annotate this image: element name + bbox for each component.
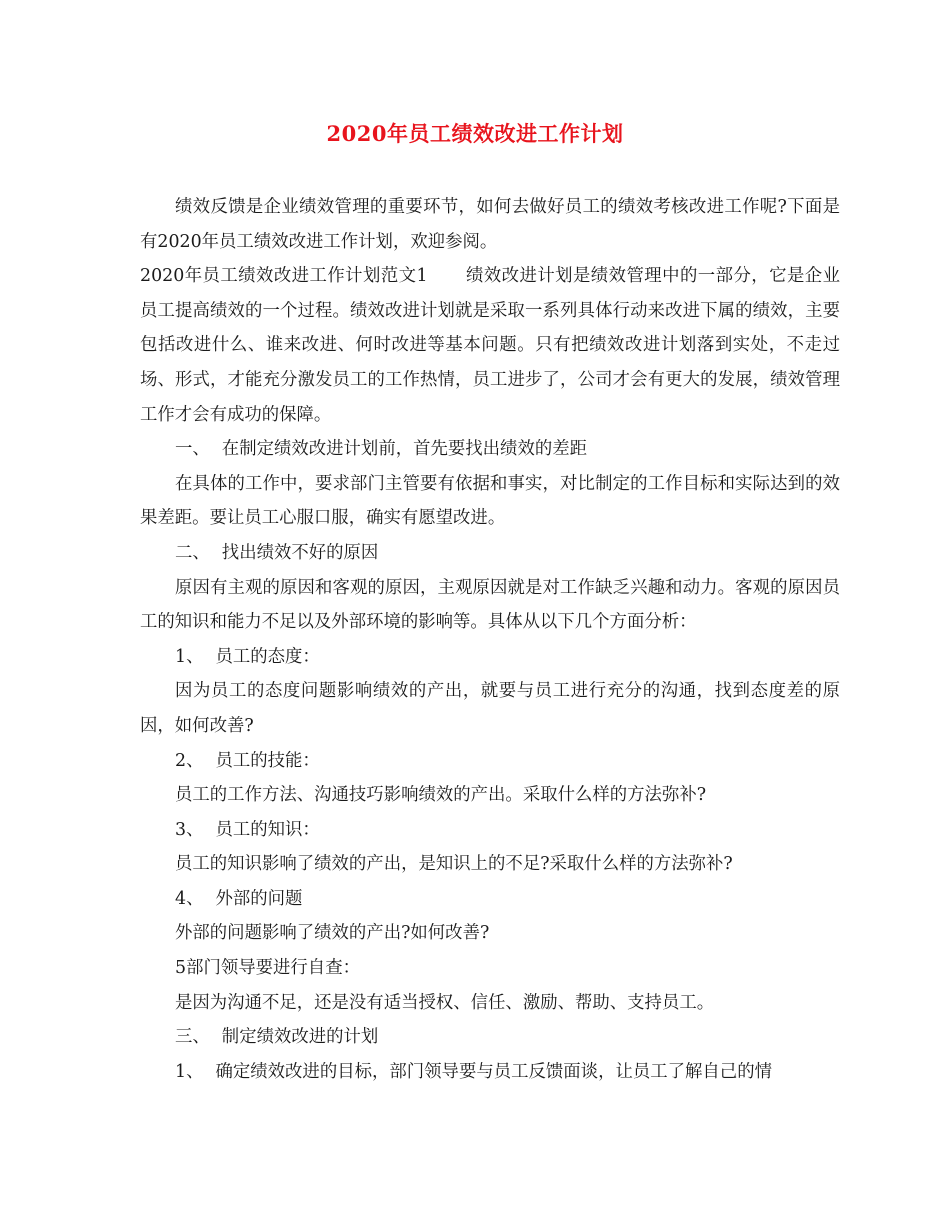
sample-heading: 2020年员工绩效改进工作计划范文1 bbox=[140, 266, 428, 287]
item-title: 外部的问题 bbox=[215, 888, 303, 909]
item-title: 员工的知识： bbox=[215, 819, 320, 840]
step-1-line bbox=[140, 1055, 840, 1090]
item-1-body: 因为员工的态度问题影响绩效的产出，就要与员工进行充分的沟通，找到态度差的原因，如何改善? bbox=[140, 681, 840, 736]
item-number: 2、 bbox=[175, 750, 204, 771]
item-title: 员工的态度： bbox=[215, 646, 320, 667]
section-heading-3 bbox=[140, 1020, 840, 1055]
item-heading-3 bbox=[140, 813, 840, 848]
section-number: 三、 bbox=[175, 1027, 210, 1048]
item-title: 员工的技能： bbox=[215, 750, 320, 771]
section-title: 制定绩效改进的计划 bbox=[221, 1027, 379, 1048]
document-body bbox=[140, 190, 840, 1089]
section-2-body: 原因有主观的原因和客观的原因，主观原因就是对工作缺乏兴趣和动力。客观的原因员工的知识和能力不足以及外部环境的影响等。具体从以下几个方面分析： bbox=[140, 577, 840, 633]
item-number: 4、 bbox=[175, 888, 204, 909]
document-title: 2020年员工绩效改进工作计划 bbox=[326, 121, 624, 146]
section-title: 找出绩效不好的原因 bbox=[221, 542, 379, 563]
item-4-body: 外部的问题影响了绩效的产出?如何改善? bbox=[175, 923, 490, 944]
item-3-body: 员工的知识影响了绩效的产出，是知识上的不足?采取什么样的方法弥补? bbox=[175, 854, 733, 875]
item-heading-2 bbox=[140, 744, 840, 779]
section-1-body: 在具体的工作中，要求部门主管要有依据和事实，对比制定的工作目标和实际达到的效果差距。要让员工心服口服，确实有愿望改进。 bbox=[140, 473, 840, 529]
section-number: 一、 bbox=[175, 439, 210, 460]
step-text: 确定绩效改进的目标，部门领导要与员工反馈面谈，让员工了解自己的情 bbox=[215, 1061, 772, 1082]
sample-paragraph bbox=[140, 259, 840, 432]
intro-paragraph: 绩效反馈是企业绩效管理的重要环节，如何去做好员工的绩效考核改进工作呢?下面是有2020年员工绩效改进工作计划，欢迎参阅。 bbox=[140, 197, 840, 252]
section-number: 二、 bbox=[175, 542, 210, 563]
item-5-body: 是因为沟通不足，还是没有适当授权、信任、激励、帮助、支持员工。 bbox=[175, 992, 715, 1013]
step-number: 1、 bbox=[175, 1061, 204, 1082]
item-heading-5: 5部门领导要进行自查： bbox=[175, 958, 360, 979]
item-heading-1 bbox=[140, 640, 840, 675]
sample-paragraph-text: 绩效改进计划是绩效管理中的一部分，它是企业员工提高绩效的一个过程。绩效改进计划就是采取一系列具体行动来改进下属的绩效，主要包括改进什么、谁来改进、何时改进等基本问题。只有把绩效改进计划落到实处，不走过场、形式，才能充分激发员工的工作热情，员工进步了，公司才会有更大的发展，绩效管理工作才会有成功的保障。 bbox=[140, 266, 840, 425]
item-number: 1、 bbox=[175, 646, 204, 667]
item-number: 3、 bbox=[175, 819, 204, 840]
section-heading-1 bbox=[140, 432, 840, 467]
item-heading-4 bbox=[140, 882, 840, 917]
section-heading-2 bbox=[140, 536, 840, 571]
section-title: 在制定绩效改进计划前，首先要找出绩效的差距 bbox=[221, 439, 588, 460]
item-2-body: 员工的工作方法、沟通技巧影响绩效的产出。采取什么样的方法弥补? bbox=[175, 785, 707, 806]
